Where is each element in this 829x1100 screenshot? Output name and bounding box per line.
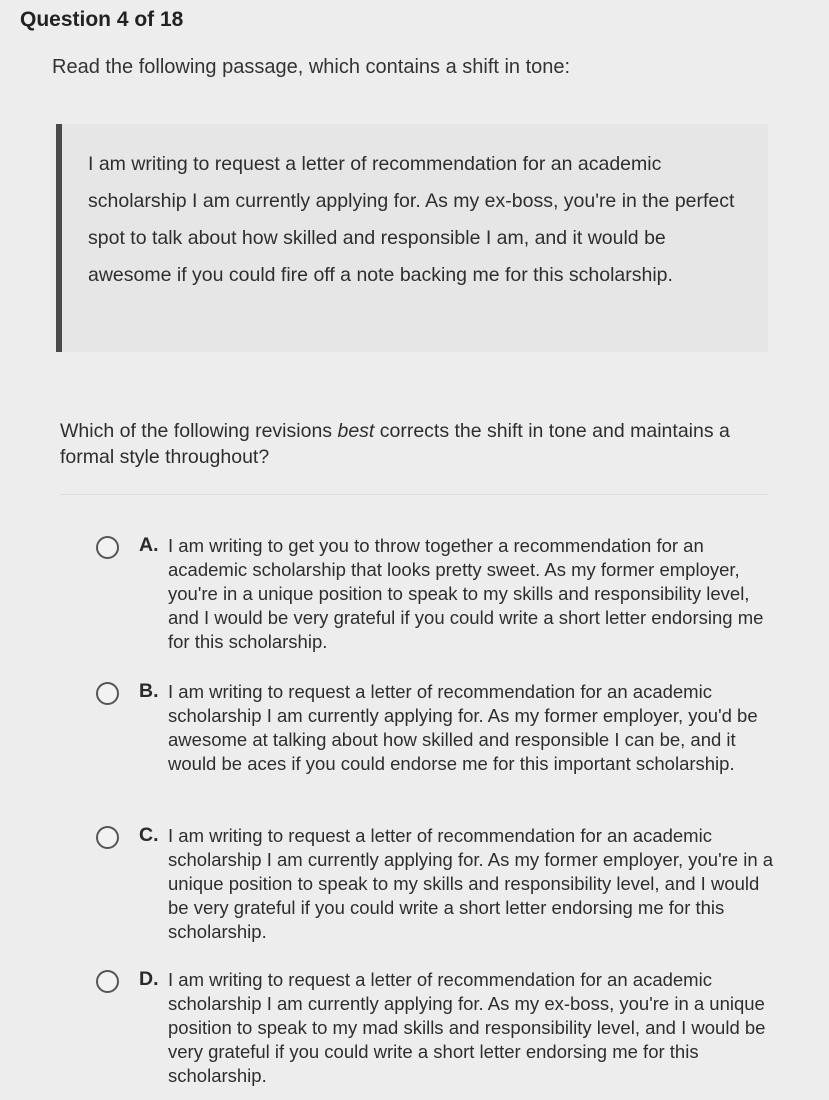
choice-text-a: I am writing to get you to throw together a recommendation for an academic scholarship that looks pretty sweet. As my former employer, you're in a unique position to speak to my skills and responsibility level, and I would be very grateful if you could write a short letter endorsing me for this scholarship. [168,535,764,652]
choice-c[interactable] [96,824,786,954]
prompt-emphasis: best [337,420,375,442]
choice-text-c: I am writing to request a letter of recommendation for an academic scholarship I am currently applying for. As my former employer, you're in a unique position to speak to my skills and responsibility level, and I would be very grateful if you could write a short letter endorsing me for this scholarship. [168,825,774,942]
question-counter: Question 4 of 18 [20,8,184,31]
choice-text-b: I am writing to request a letter of recommendation for an academic scholarship I am currently applying for. As my former employer, you'd be awesome at talking about how skilled and responsible I can be, and it would be aces if you could endorse me for this important scholarship. [168,681,758,774]
choice-d[interactable] [96,968,786,1098]
prompt-text-start: Which of the following revisions [60,420,338,442]
passage-block [56,124,768,352]
choice-letter-b: B. [139,680,159,702]
choice-text-d: I am writing to request a letter of recommendation for an academic scholarship I am currently applying for. As my ex-boss, you're in a unique position to speak to my mad skills and responsibility level, and I would be very grateful if you could write a short letter endorsing me for this scholarship. [168,969,766,1086]
choice-letter-d: D. [139,968,159,990]
choice-a[interactable] [96,534,786,664]
prompt-text-end: corrects the shift in tone and maintains a formal style throughout? [60,420,730,468]
passage-text: I am writing to request a letter of recommendation for an academic scholarship I am currently applying for. As my ex-boss, you're in the perfect spot to talk about how skilled and responsible I am, and it would be awesome if you could fire off a note backing me for this scholarship. [88,153,735,286]
question-prompt [60,418,780,470]
choice-letter-a: A. [139,534,159,556]
question-instruction: Read the following passage, which contains a shift in tone: [52,56,571,78]
radio-button-a[interactable] [96,536,119,559]
radio-button-c[interactable] [96,826,119,849]
divider [60,494,768,495]
choice-letter-c: C. [139,824,159,846]
radio-button-b[interactable] [96,682,119,705]
choice-b[interactable] [96,680,786,810]
radio-button-d[interactable] [96,970,119,993]
